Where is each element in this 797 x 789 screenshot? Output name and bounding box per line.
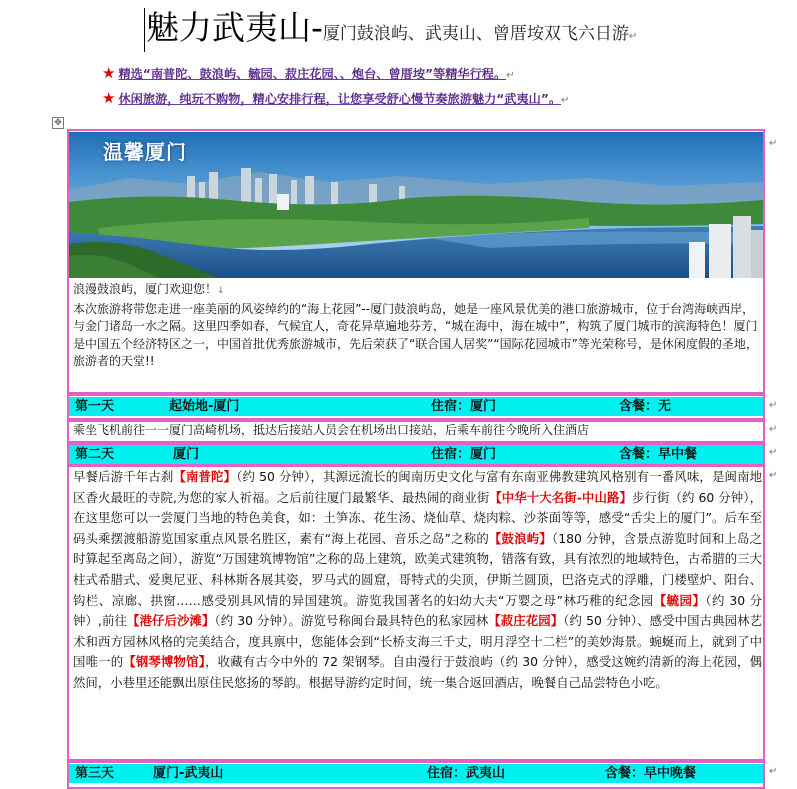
- day-label: 第一天: [75, 399, 115, 414]
- attraction-highlight: 【钢琴博物馆】: [123, 654, 206, 670]
- day-meals: 含餐：早中餐: [619, 447, 698, 462]
- page-title: [146, 6, 637, 56]
- day-lodging: 住宿：厦门: [431, 447, 497, 462]
- day-route: 起始地-厦门: [169, 399, 240, 414]
- cell-end-mark-icon: ↵: [769, 138, 778, 149]
- attraction-highlight: 【菽庄花园】: [488, 613, 564, 629]
- day3-header: [69, 764, 763, 783]
- day-route: 厦门-武夷山: [153, 766, 224, 781]
- attraction-highlight: 【毓园】: [653, 592, 706, 608]
- day-route: 厦门: [173, 447, 200, 462]
- attraction-highlight: 【鼓浪屿】: [488, 530, 552, 546]
- cell-end-mark-icon: ↵: [769, 424, 778, 435]
- title-sub: 厦门鼓浪屿、武夷山、曾厝垵双飞六日游: [322, 24, 629, 44]
- day2-text-segment: （约 30 分钟）。游览号称闽台最具特色的私家园林: [214, 613, 489, 629]
- intro-greeting: 浪漫鼓浪屿，厦门欢迎您！: [73, 282, 218, 296]
- line-break-mark-icon: ↓: [217, 286, 225, 296]
- attraction-highlight: 【港仔后沙滩】: [127, 613, 215, 629]
- day-meals: 含餐：早中晚餐: [605, 766, 697, 781]
- day-lodging: 住宿：厦门: [431, 399, 497, 414]
- cell-end-mark-icon: ↵: [769, 400, 778, 411]
- day2-text-segment: （约 30 分钟）,前往: [73, 592, 762, 629]
- paragraph-mark-icon: ↵: [561, 95, 570, 106]
- intro-text: [73, 281, 761, 371]
- attraction-highlight: 【南普陀】: [173, 469, 237, 484]
- star-icon: ★: [102, 89, 116, 107]
- day-lodging: 住宿：武夷山: [427, 766, 506, 781]
- feature-line-2: ★ 休闲旅游，纯玩不购物，精心安排行程，让您享受舒心慢节奏旅游魅力“武夷山”。↵: [102, 89, 570, 107]
- cell-end-mark-icon: ↵: [769, 470, 778, 481]
- banner-title: 温馨厦门: [103, 140, 187, 164]
- day1-header: [69, 397, 763, 416]
- cell-end-mark-icon: ↵: [769, 447, 778, 458]
- star-icon: ★: [102, 64, 116, 82]
- feature-line-1: ★ 精选“南普陀、鼓浪屿、毓园、菽庄花园、、炮台、曾厝垵”等精华行程。↵: [102, 64, 515, 82]
- attraction-highlight: 【中华十大名街-中山路】: [489, 489, 632, 505]
- paragraph-mark-icon: ↵: [628, 31, 638, 42]
- day1-description: 乘坐飞机前往一一厦门高崎机场，抵达后接站人员会在机场出口接站，后乘车前往今晚所入住酒店: [73, 423, 590, 437]
- day2-text-segment: （180 分钟，含景点游览时间和上岛之时算起至离岛之间），游览“万国建筑博物馆”之称的岛上建筑，欧美式建筑物，错落有致，具有浓烈的地域特色，古希腊的三大柱式希腊式、爱奥尼亚、科林斯各展其姿，罗马式的圆窟，哥特式的尖顶，伊斯兰圆顶，巴洛克式的浮雕，门楼壁炉、阳台、钩栏、凉廊、拱窗……感受别具风情的异国建筑。游览我国著名的妇幼大夫“万婴之母”林巧稚的纪念园: [73, 530, 762, 608]
- day2-header: [69, 445, 763, 464]
- day2-text-segment: 早餐后游千年古刹: [73, 469, 174, 484]
- intro-body: 本次旅游将带您走进一座美丽的风姿绰约的“海上花园”--厦门鼓浪屿岛，她是一座风景优美的港口旅游城市，位于台湾海峡西岸，与金门诸岛一水之隔。这里四季如春，气候宜人，奇花异草遍地芬芳，“城在海中，海在城中”，构筑了厦门城市的滨海特色！厦门是中国五个经济特区之一，中国首批优秀旅游城市，先后荣获了“联合国人居奖”“国际花园城市”等光荣称号，是休闲度假的圣地，旅游者的天堂!!: [73, 301, 758, 369]
- day-label: 第二天: [75, 447, 115, 462]
- day2-description: [73, 467, 762, 694]
- cell-end-mark-icon: ↵: [769, 766, 778, 777]
- text-cursor: [144, 8, 145, 52]
- day-label: 第三天: [75, 766, 115, 781]
- day-meals: 含餐：无: [619, 399, 672, 414]
- day2-text-segment: ，收藏有古今中外的 72 架钢琴。自由漫行于鼓浪屿（约 30 分钟），感受这婉约清新的海上花园，偶然间，小巷里还能飘出原住民悠扬的琴韵。根据导游约定时间，统一集合返回酒店，晚餐自己品尝特色小吃。: [73, 654, 762, 690]
- table-move-handle-icon[interactable]: ✥: [52, 117, 64, 129]
- day2-text-segment: （约 50 分钟）、感受中国古典园林艺术和西方园林风格的完美结合，度具禀中，您能体会到“长桥支海三千丈，明月浮空十二栏”的美妙海景。蜿蜒而上，就到了中国唯一的: [73, 613, 762, 670]
- day2-text-segment: （约 50 分钟），其源远流长的闽南历史文化与富有东南亚佛教建筑风格别有一番风味，是闽南地区香火最旺的寺院,为您的家人祈福。之后前往厦门最繁华、最热闹的商业街: [73, 469, 763, 505]
- xiamen-panorama-photo: [69, 132, 763, 278]
- day2-text-segment: 步行街（约 60 分钟），在这里您可以一尝厦门当地的特色美食，如：土笋冻、花生汤、烧仙草、烧肉粽、沙茶面等等，感受“舌尖上的厦门”。后车至码头乘摆渡船游览国家重点风景名胜区，素有“海上花园、音乐之岛”之称的: [73, 489, 762, 546]
- paragraph-mark-icon: ↵: [506, 70, 515, 81]
- title-main: 魅力武夷山-: [146, 8, 323, 47]
